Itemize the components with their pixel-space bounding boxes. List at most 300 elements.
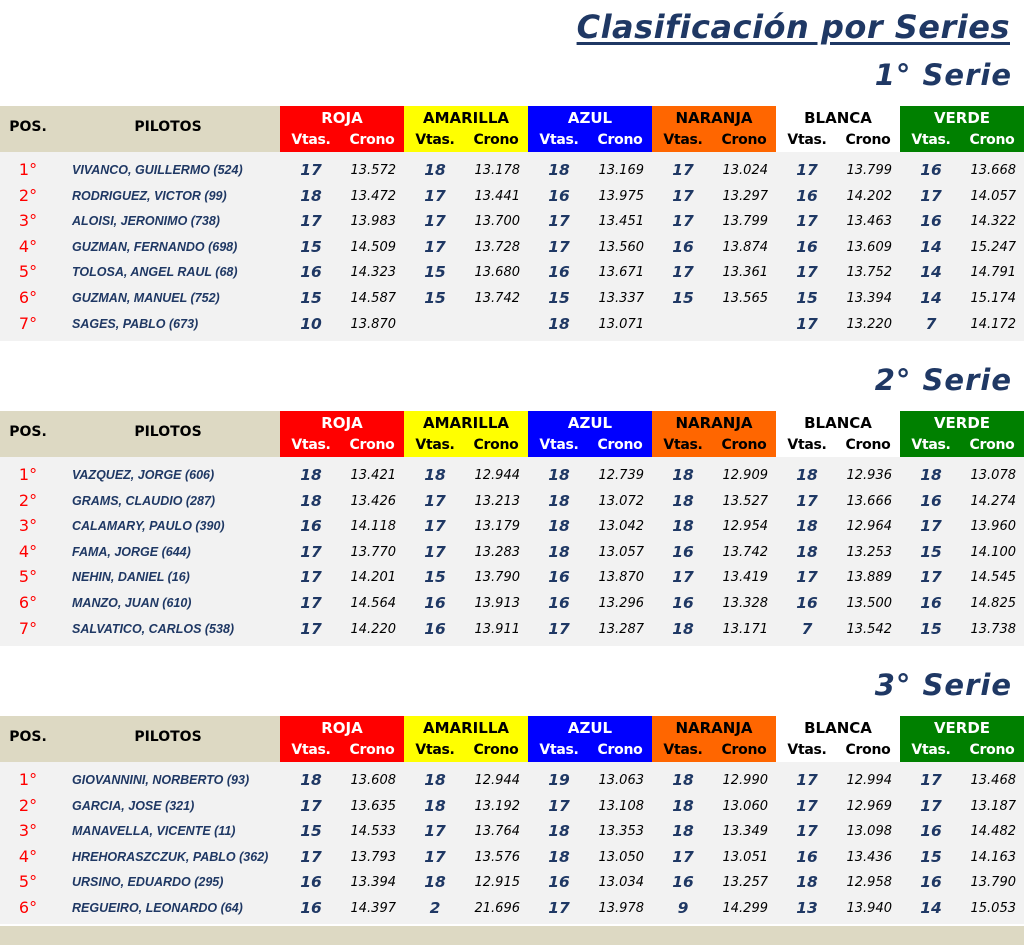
crono-value: 15.247 [970,239,1016,255]
serie-table [0,716,1024,924]
position: 3° [18,821,38,841]
vtas-header: Vtas. [911,742,951,758]
crono-header: Crono [969,132,1015,148]
laps-value: 18 [548,161,570,179]
color-column-header [404,411,528,457]
crono-value: 13.169 [598,163,644,178]
crono-value: 14.587 [350,291,396,306]
pilot-name: URSINO, EDUARDO (295) [72,875,224,890]
laps-value: 18 [300,771,322,789]
position: 6° [18,593,38,612]
laps-value: 16 [672,237,694,256]
laps-value: 17 [548,212,570,231]
crono-value: 13.770 [350,544,396,560]
laps-value: 18 [672,771,694,789]
vtas-header: Vtas. [415,742,455,758]
crono-header: Crono [597,437,643,453]
pilotos-header: PILOTOS [134,119,202,135]
laps-value: 17 [920,186,942,205]
color-name: AZUL [567,109,613,127]
pilot-name: CALAMARY, PAULO (390) [72,519,225,534]
laps-value: 18 [672,517,694,536]
pilotos-header: PILOTOS [134,424,202,440]
crono-value: 13.764 [474,824,520,840]
laps-value: 17 [672,847,694,866]
laps-value: 17 [920,517,942,536]
crono-value: 15.174 [970,291,1016,306]
position: 4° [18,541,38,561]
crono-value: 13.421 [350,468,396,483]
crono-value: 13.668 [970,163,1016,178]
crono-value: 14.100 [970,544,1016,560]
vtas-header: Vtas. [911,132,951,148]
laps-value: 7 [801,619,813,638]
crono-value: 14.322 [970,214,1016,230]
crono-value: 13.071 [598,316,644,332]
crono-value: 13.297 [722,188,768,204]
laps-value: 17 [796,314,818,333]
crono-value: 13.394 [846,291,892,306]
laps-value: 17 [300,594,322,612]
crono-value: 13.983 [350,214,396,230]
crono-value: 13.034 [598,875,644,891]
crono-value: 13.799 [846,163,892,178]
vtas-header: Vtas. [415,437,455,453]
laps-value: 17 [548,237,570,256]
crono-value: 13.742 [722,544,768,560]
color-column-header [528,106,652,152]
crono-value: 12.954 [722,519,768,535]
table-row [0,768,1024,794]
crono-value: 13.799 [722,214,768,230]
vtas-header: Vtas. [663,742,703,758]
laps-value: 16 [424,619,446,638]
crono-value: 13.874 [722,239,768,255]
laps-value: 16 [548,186,570,205]
laps-value: 18 [424,771,446,789]
crono-value: 14.482 [970,824,1016,840]
laps-value: 18 [548,542,570,561]
color-name: VERDE [933,414,991,432]
crono-value: 14.509 [350,239,396,255]
crono-value: 13.742 [474,291,520,306]
serie-title: 3° Serie [874,668,1012,702]
laps-value: 18 [548,491,570,510]
laps-value: 18 [672,466,694,484]
crono-value: 12.990 [722,773,768,788]
crono-value: 13.463 [846,214,892,230]
laps-value: 16 [672,594,694,612]
pilot-name: SAGES, PABLO (673) [72,316,199,331]
crono-value: 13.057 [598,544,644,560]
crono-value: 13.361 [722,265,768,281]
laps-value: 16 [796,594,818,612]
crono-value: 13.889 [846,570,892,586]
laps-value: 17 [920,796,942,815]
color-column-header [652,411,776,457]
table-row [0,463,1024,489]
crono-value: 13.187 [970,798,1016,814]
laps-value: 18 [920,466,942,484]
pos-header: POS. [9,729,47,745]
laps-value: 17 [300,619,322,638]
crono-value: 13.220 [846,316,892,332]
laps-value: 15 [424,568,446,587]
color-name: BLANCA [804,719,872,737]
crono-value: 12.944 [474,773,520,788]
pilot-name: GIOVANNINI, NORBERTO (93) [72,773,250,787]
crono-value: 13.790 [474,570,520,586]
laps-value: 16 [920,594,942,612]
crono-value: 13.063 [598,773,644,788]
crono-value: 13.051 [722,849,768,865]
laps-value: 18 [796,466,818,484]
crono-header: Crono [969,437,1015,453]
color-column-header [280,106,404,152]
serie-table [0,411,1024,646]
position: 6° [18,288,38,307]
position: 6° [18,898,38,917]
crono-value: 14.163 [970,849,1016,865]
laps-value: 14 [920,237,942,256]
pilot-name: GUZMAN, MANUEL (752) [72,291,220,305]
laps-value: 17 [424,517,446,536]
laps-value: 17 [548,899,570,917]
position: 2° [18,490,38,510]
crono-value: 13.608 [350,773,396,788]
crono-value: 13.426 [350,493,396,509]
crono-value: 13.419 [722,570,768,586]
pilot-name: HREHORASZCZUK, PABLO (362) [72,849,269,864]
vtas-header: Vtas. [663,132,703,148]
laps-value: 17 [796,212,818,231]
table-row [0,794,1024,820]
crono-value: 13.349 [722,824,768,840]
table-row [0,896,1024,922]
laps-value: 13 [796,899,818,917]
laps-value: 15 [424,263,446,282]
crono-header: Crono [349,132,395,148]
laps-value: 14 [920,899,942,917]
crono-value: 13.179 [474,519,520,535]
crono-value: 13.171 [722,621,768,637]
crono-value: 13.472 [350,188,396,204]
crono-value: 13.671 [598,265,644,281]
pilot-name: REGUEIRO, LEONARDO (64) [72,901,243,915]
crono-value: 14.118 [350,519,396,535]
crono-value: 13.108 [598,798,644,814]
color-name: NARANJA [675,414,753,432]
position: 7° [18,313,38,333]
laps-value: 16 [920,491,942,510]
crono-value: 13.098 [846,824,892,840]
color-name: NARANJA [675,719,753,737]
table-row [0,565,1024,591]
crono-value: 13.078 [970,468,1016,483]
laps-value: 18 [424,796,446,815]
crono-value: 14.274 [970,493,1016,509]
crono-value: 13.178 [474,163,520,178]
table-row [0,845,1024,871]
laps-value: 7 [925,314,937,333]
crono-value: 13.975 [598,188,644,204]
crono-value: 12.739 [598,468,644,483]
pilotos-header: PILOTOS [134,729,202,745]
position: 5° [18,262,38,282]
crono-value: 12.936 [846,468,892,483]
laps-value: 17 [300,212,322,231]
laps-value: 16 [548,568,570,587]
vtas-header: Vtas. [787,742,827,758]
laps-value: 9 [677,899,689,917]
color-column-header [404,716,528,762]
color-column-header [776,106,900,152]
vtas-header: Vtas. [291,437,331,453]
laps-value: 15 [300,289,322,307]
table-body [0,762,1024,924]
position: 4° [18,846,38,866]
crono-value: 13.790 [970,875,1016,891]
crono-value: 12.915 [474,875,520,891]
laps-value: 14 [920,289,942,307]
pilot-name: GUZMAN, FERNANDO (698) [72,239,238,254]
laps-value: 17 [672,186,694,205]
crono-header: Crono [845,437,891,453]
crono-value: 13.572 [350,163,396,178]
vtas-header: Vtas. [787,437,827,453]
table-header [0,411,1024,457]
vtas-header: Vtas. [539,742,579,758]
crono-value: 14.791 [970,265,1016,281]
laps-value: 10 [300,314,322,333]
laps-value: 17 [424,542,446,561]
table-header [0,106,1024,152]
vtas-header: Vtas. [663,437,703,453]
laps-value: 17 [300,161,322,179]
laps-value: 18 [548,847,570,866]
laps-value: 17 [672,568,694,587]
crono-value: 13.565 [722,291,768,306]
crono-value: 15.053 [970,901,1016,916]
laps-value: 2 [429,899,441,917]
laps-value: 16 [300,263,322,282]
crono-value: 13.978 [598,901,644,916]
laps-value: 18 [300,466,322,484]
laps-value: 17 [424,847,446,866]
color-name: ROJA [321,109,363,127]
crono-value: 13.911 [474,621,520,637]
position: 2° [18,185,38,205]
laps-value: 17 [300,568,322,587]
laps-value: 15 [796,289,818,307]
laps-value: 17 [796,796,818,815]
crono-header: Crono [597,742,643,758]
laps-value: 17 [424,237,446,256]
crono-header: Crono [473,132,519,148]
color-column-header [776,411,900,457]
table-row [0,514,1024,540]
laps-value: 17 [300,796,322,815]
laps-value: 16 [300,899,322,917]
crono-value: 13.213 [474,493,520,509]
crono-value: 13.192 [474,798,520,814]
table-row [0,184,1024,210]
vtas-header: Vtas. [911,437,951,453]
color-column-header [528,716,652,762]
pilot-name: NEHIN, DANIEL (16) [72,570,190,585]
table-row [0,819,1024,845]
laps-value: 18 [548,517,570,536]
crono-value: 14.172 [970,316,1016,332]
table-row [0,260,1024,286]
laps-value: 19 [548,771,570,789]
table-row [0,286,1024,312]
laps-value: 17 [424,822,446,841]
color-name: ROJA [321,719,363,737]
crono-value: 12.909 [722,468,768,483]
crono-value: 13.527 [722,493,768,509]
table-row [0,617,1024,643]
laps-value: 17 [796,771,818,789]
laps-value: 15 [424,289,446,307]
laps-value: 15 [920,542,942,561]
serie-title: 1° Serie [874,58,1012,92]
position: 7° [18,618,38,638]
serie-table [0,106,1024,341]
table-row [0,209,1024,235]
table-body [0,152,1024,341]
crono-value: 12.964 [846,519,892,535]
laps-value: 16 [300,873,322,892]
laps-value: 17 [300,847,322,866]
laps-value: 18 [672,796,694,815]
pilot-name: SALVATICO, CARLOS (538) [72,621,235,636]
laps-value: 16 [796,186,818,205]
crono-value: 13.500 [846,596,892,611]
color-name: VERDE [933,109,991,127]
laps-value: 18 [672,619,694,638]
color-column-header [280,716,404,762]
laps-value: 18 [424,161,446,179]
pilot-name: GARCIA, JOSE (321) [72,798,195,813]
laps-value: 15 [300,237,322,256]
page-title: Clasificación por Series [576,8,1010,46]
table-row [0,870,1024,896]
pilot-name: GRAMS, CLAUDIO (287) [72,493,216,508]
color-name: AMARILLA [422,719,509,737]
vtas-header: Vtas. [539,132,579,148]
crono-header: Crono [721,742,767,758]
crono-value: 14.397 [350,901,396,916]
vtas-header: Vtas. [787,132,827,148]
crono-value: 14.201 [350,570,396,586]
pilot-name: TOLOSA, ANGEL RAUL (68) [72,265,238,280]
laps-value: 17 [672,263,694,282]
pilot-name: ALOISI, JERONIMO (738) [72,214,220,229]
crono-value: 14.202 [846,188,892,204]
crono-value: 14.299 [722,901,768,916]
crono-header: Crono [845,132,891,148]
color-column-header [900,106,1024,152]
crono-value: 14.564 [350,596,396,611]
bottom-band [0,926,1024,945]
vtas-header: Vtas. [539,437,579,453]
crono-value: 13.752 [846,265,892,281]
color-column-header [900,716,1024,762]
color-name: VERDE [933,719,991,737]
crono-value: 13.451 [598,214,644,230]
position: 1° [18,465,38,484]
laps-value: 16 [796,237,818,256]
laps-value: 16 [548,594,570,612]
laps-value: 16 [920,212,942,231]
color-name: BLANCA [804,414,872,432]
laps-value: 18 [300,186,322,205]
vtas-header: Vtas. [291,132,331,148]
crono-value: 13.793 [350,849,396,865]
pos-header: POS. [9,119,47,135]
crono-value: 12.958 [846,875,892,891]
laps-value: 18 [548,822,570,841]
laps-value: 18 [672,491,694,510]
crono-value: 13.441 [474,188,520,204]
laps-value: 16 [300,517,322,536]
position: 3° [18,211,38,231]
laps-value: 15 [300,822,322,841]
position: 5° [18,567,38,587]
crono-value: 13.394 [350,875,396,891]
laps-value: 17 [796,568,818,587]
color-name: NARANJA [675,109,753,127]
laps-value: 18 [672,822,694,841]
crono-value: 13.635 [350,798,396,814]
laps-value: 18 [424,873,446,892]
color-name: AZUL [567,414,613,432]
crono-value: 13.609 [846,239,892,255]
color-name: AZUL [567,719,613,737]
crono-value: 12.944 [474,468,520,483]
pilot-name: FAMA, JORGE (644) [72,544,191,559]
position: 3° [18,516,38,536]
crono-value: 13.560 [598,239,644,255]
laps-value: 15 [672,289,694,307]
crono-value: 13.576 [474,849,520,865]
color-column-header [776,716,900,762]
crono-header: Crono [349,437,395,453]
crono-value: 13.050 [598,849,644,865]
laps-value: 16 [672,873,694,892]
crono-value: 14.825 [970,596,1016,611]
laps-value: 16 [548,263,570,282]
laps-value: 17 [796,263,818,282]
pilot-name: MANAVELLA, VICENTE (11) [72,824,236,839]
color-column-header [652,106,776,152]
laps-value: 16 [548,873,570,892]
crono-value: 13.700 [474,214,520,230]
laps-value: 17 [300,542,322,561]
laps-value: 16 [796,847,818,866]
laps-value: 17 [796,491,818,510]
crono-header: Crono [969,742,1015,758]
color-column-header [652,716,776,762]
position: 1° [18,770,38,789]
crono-value: 13.337 [598,291,644,306]
color-name: ROJA [321,414,363,432]
color-name: BLANCA [804,109,872,127]
laps-value: 17 [548,796,570,815]
crono-value: 13.060 [722,798,768,814]
crono-value: 13.870 [350,316,396,332]
